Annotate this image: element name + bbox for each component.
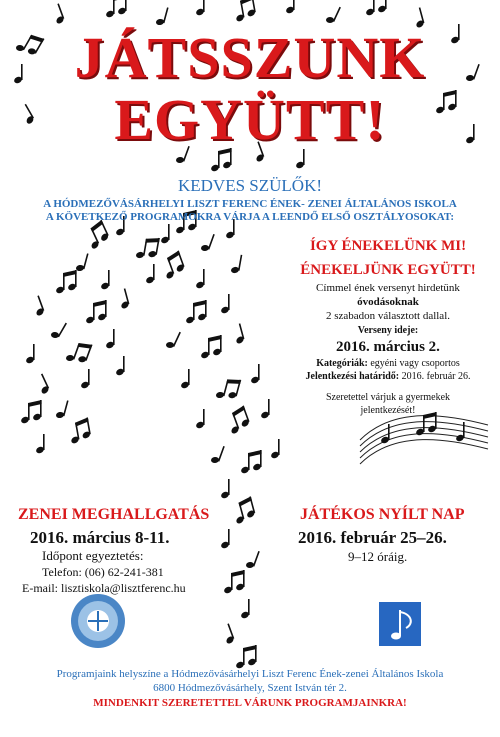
audition-heading: ZENEI MEGHALLGATÁS [18,506,210,523]
contest-invite-2: jelentkezését! [360,405,416,416]
contest-deadline [288,371,488,382]
openday-date: 2016. február 25–26. [298,528,447,547]
contest-desc-3: 2 szabadon választott dallal. [325,310,450,322]
categories-value: egyéni vagy csoportos [370,358,460,369]
title-line-2: EGYÜTT! [114,87,386,152]
contest-date-label: Verseny ideje: [357,325,419,336]
audition-appointment: Időpont egyeztetés: [42,548,144,563]
title-line-1: JÁTSSZUNK [74,25,426,90]
openday-time: 9–12 óráig. [348,549,408,564]
intro-line-1: A HÓDMEZŐVÁSÁRHELYI LISZT FERENC ÉNEK- ZENEI ÁLTALÁNOS ISKOLA [43,198,457,210]
audition-date: 2016. március 8-11. [30,528,170,547]
deadline-label: Jelentkezési határidő: [305,371,400,382]
intro-line-2: A KÖVETKEZŐ PROGRAMOKRA VÁRJA A LEENDŐ ELSŐ OSZTÁLYOSOKAT: [45,211,455,223]
footer-line-1: Programjaink helyszíne a Hódmezővásárhelyi Liszt Ferenc Ének-zenei Általános Iskola [56,668,444,680]
audition-phone: Telefon: (06) 62-241-381 [42,565,164,579]
contest-categories [288,358,488,369]
school-logo-left [71,594,125,648]
contest-date: 2016. március 2. [336,339,440,355]
contest-desc-2: óvodásoknak [357,296,419,308]
openday-heading: JÁTÉKOS NYÍLT NAP [300,506,465,523]
greeting: KEDVES SZÜLŐK! [177,176,323,195]
footer-line-2: 6800 Hódmezővásárhely, Szent István tér 2. [153,682,347,694]
contest-heading-2: ÉNEKELJÜNK EGYÜTT! [300,262,476,278]
contest-heading-1: ÍGY ÉNEKELÜNK MI! [309,238,467,254]
contest-invite-1: Szeretettel várjuk a gyermekek [325,392,451,403]
school-logo-right [379,602,421,646]
categories-label: Kategóriák: [316,358,368,369]
intro-text [10,198,490,224]
footer-line-3: MINDENKIT SZERETETTEL VÁRUNK PROGRAMJAINKRA! [93,697,407,709]
deadline-value: 2016. február 26. [401,371,471,382]
audition-email: E-mail: lisztiskola@lisztferenc.hu [22,581,186,595]
contest-desc-1: Címmel ének versenyt hirdetünk [316,282,460,294]
